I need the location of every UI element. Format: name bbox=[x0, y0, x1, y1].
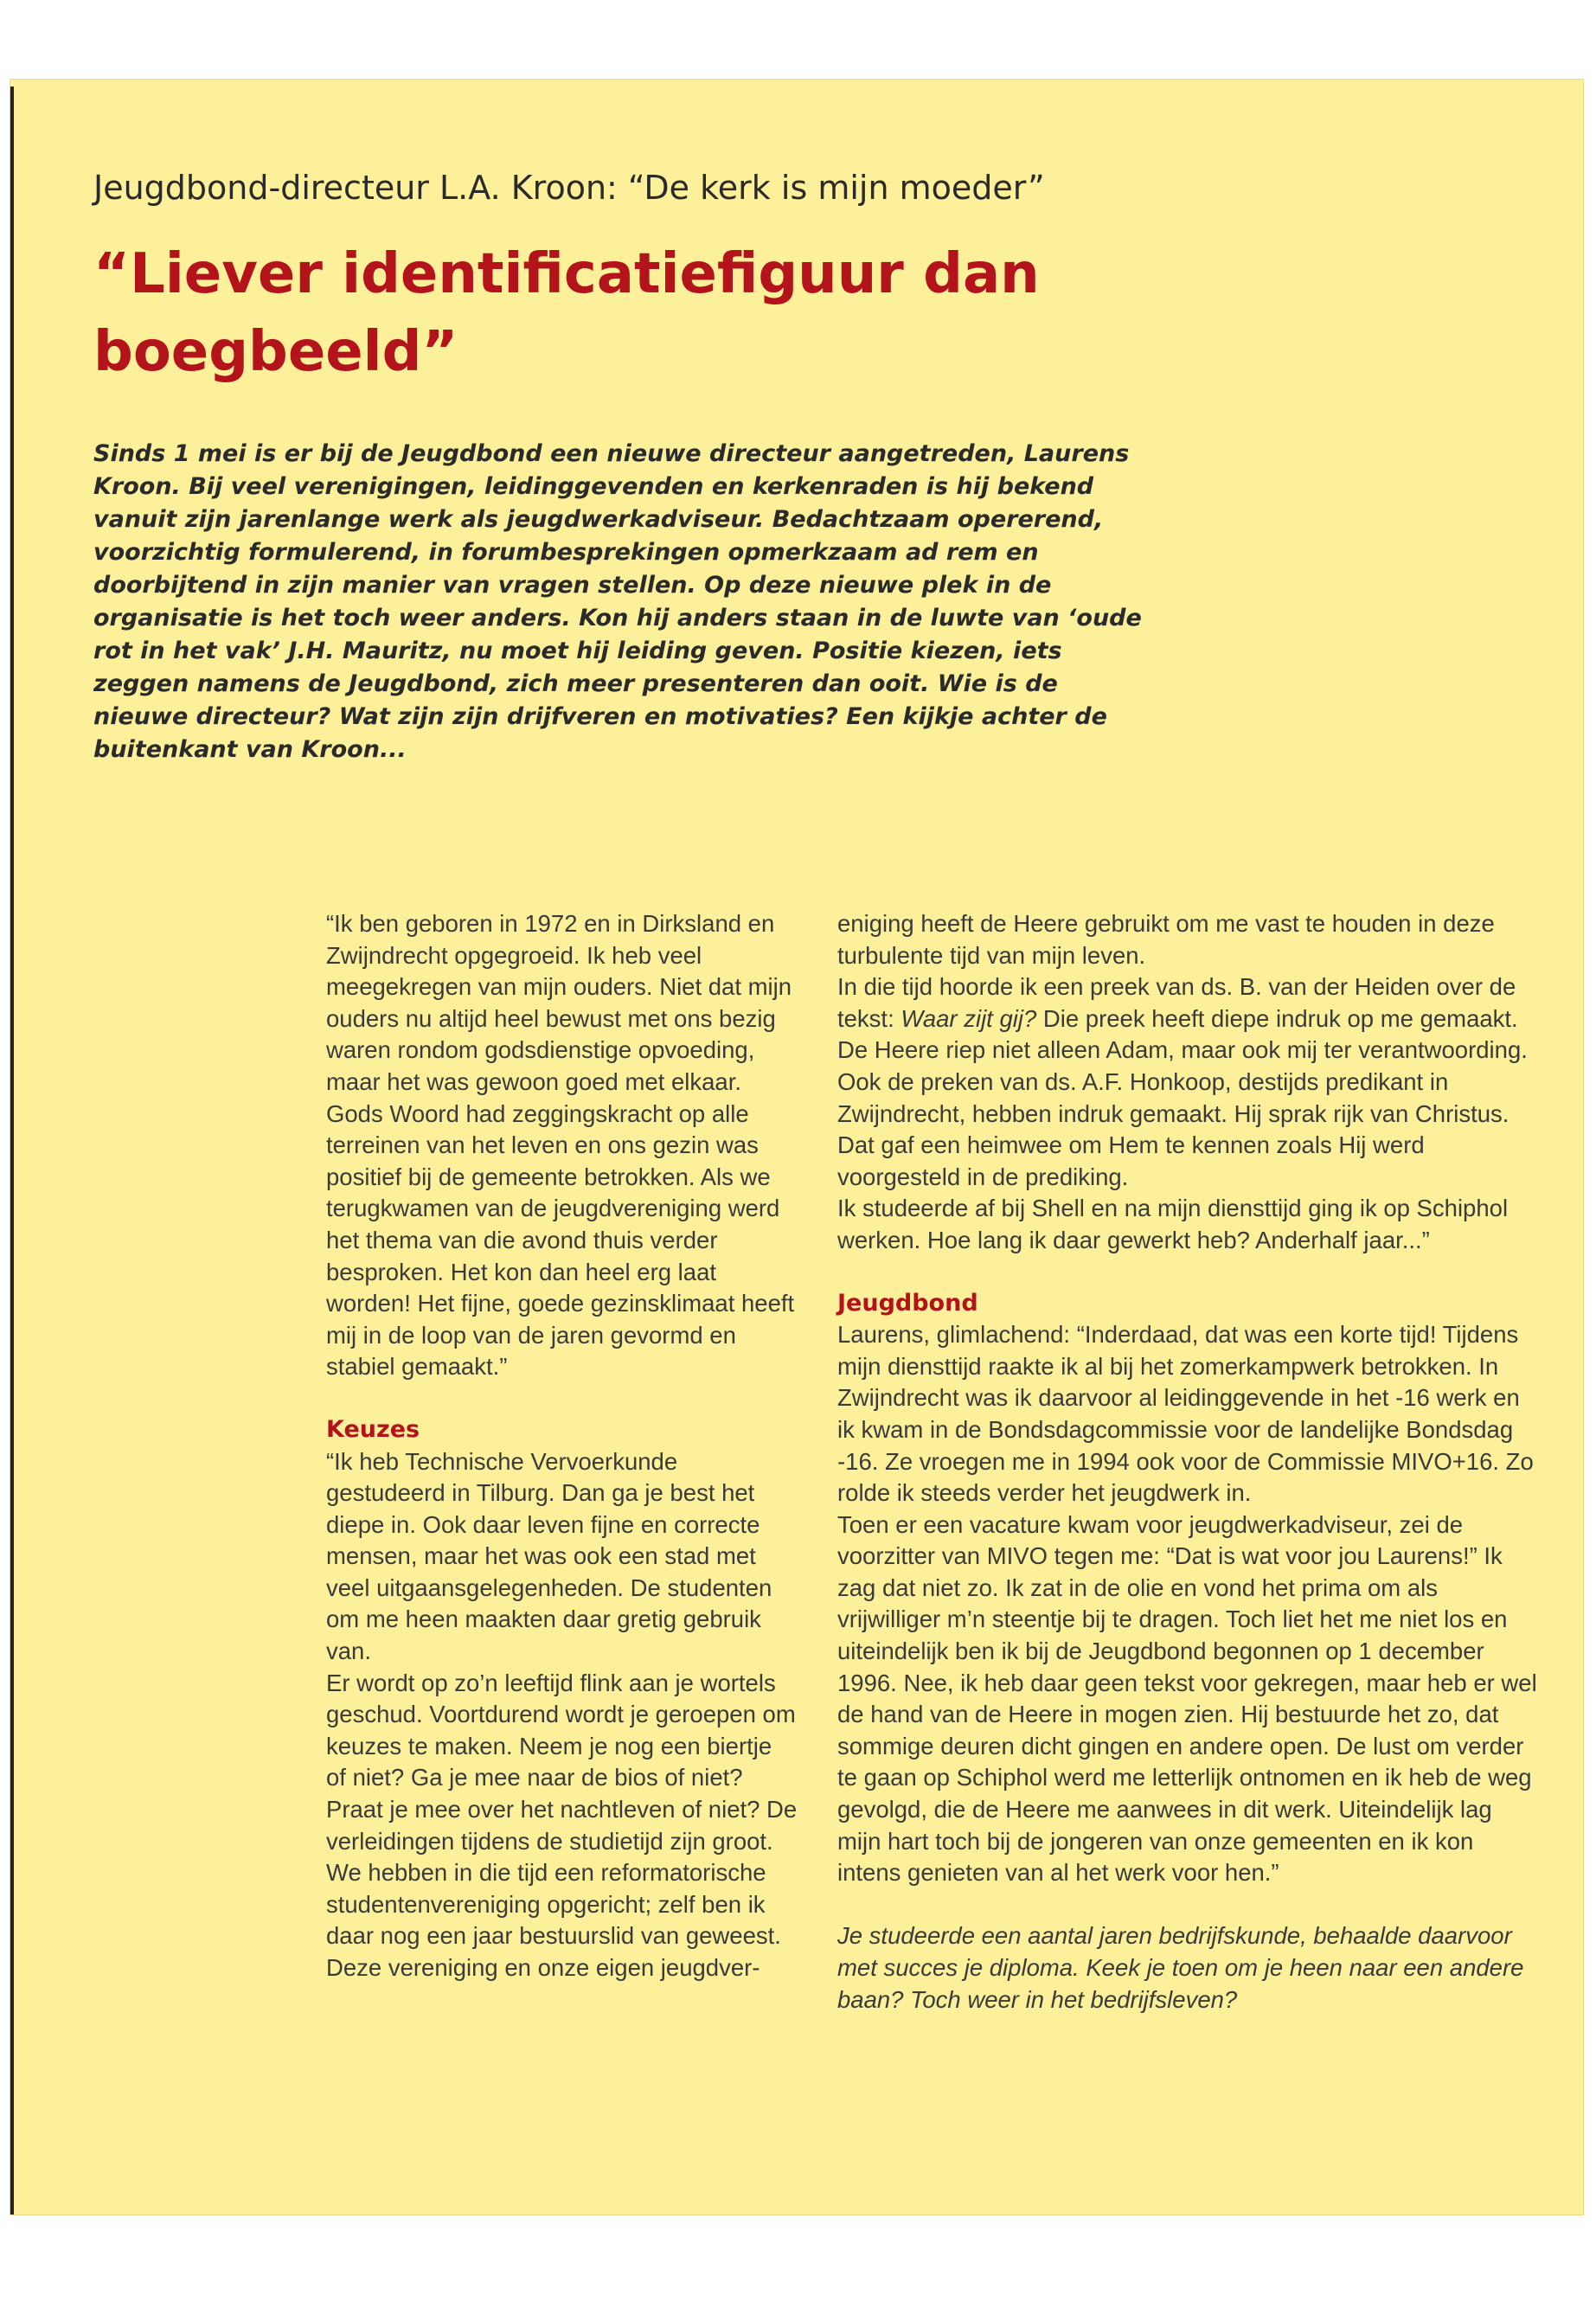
article-subtitle: Jeugdbond-directeur L.A. Kroon: “De kerk is mijn moeder” bbox=[93, 169, 1045, 207]
paragraph: Laurens, glimlachend: “Inderdaad, dat was een korte tijd! Tijdens mijn diensttijd raakte ik al bij het zomerkampwerk betrokken. In Zwijndrecht was ik daarvoor al leidinggevende in het -16 werk en ik kwam in de Bondsdagcommissie voor de landelijke Bondsdag -16. Ze vroegen me in 1994 ook voor de Commissie MIVO+16. Zo rolde ik steeds verder het jeugdwerk in. bbox=[837, 1321, 1534, 1507]
text-column-left bbox=[326, 908, 798, 1984]
interview-question: Je studeerde een aantal jaren bedrijfskunde, behaalde daarvoor met succes je diploma. Keek je toen om je heen naar een andere baan? Toch weer in het bedrijfsleven? bbox=[837, 1922, 1524, 2013]
article-intro: Sinds 1 mei is er bij de Jeugdbond een nieuwe directeur aangetreden, Laurens Kroon. Bij veel verenigingen, leidinggevenden en kerkenraden is hij bekend vanuit zijn jarenlange werk als jeugdwerkadviseur. Bedachtzaam opererend, voorzichtig formulerend, in forumbesprekingen opmerkzaam ad rem en doorbijtend in zijn manier van vragen stellen. Op deze nieuwe plek in de organisatie is het toch weer anders. Kon hij anders staan in de luwte van ‘oude rot in het vak’ J.H. Mauritz, nu moet hij leiding geven. Positie kiezen, iets zeggen namens de Jeugdbond, zich meer presenteren dan ooit. Wie is de nieuwe directeur? Wat zijn zijn drijfveren en motivaties? Een kijkje achter de buitenkant van Kroon... bbox=[93, 440, 1142, 763]
text-column-right bbox=[837, 908, 1540, 2016]
paragraph-text: Die preek heeft diepe indruk op me gemaakt. De Heere riep niet alleen Adam, maar ook mij ter verantwoording. Ook de preken van ds. A.F. Honkoop, destijds predikant in Zwijndrecht, hebben indruk gemaakt. Hij sprak rijk van Christus. Dat gaf een heimwee om Hem te kennen zoals Hij werd voorgesteld in de prediking. bbox=[837, 1004, 1528, 1190]
paragraph-text: In die tijd hoorde ik een preek van ds. B. van der Heiden over de tekst: bbox=[837, 973, 1516, 1032]
paragraph: “Ik ben geboren in 1972 en in Dirksland en Zwijndrecht opgegroeid. Ik heb veel meegekregen van mijn ouders. Niet dat mijn ouders nu altijd heel bewust met ons bezig waren rondom godsdienstige opvoeding, maar het was gewoon goed met elkaar. Gods Woord had zeggingskracht op alle terreinen van het leven en ons gezin was positief bij de gemeente betrokken. Als we terugkwamen van de jeugdvereniging werd het thema van die avond thuis verder besproken. Het kon dan heel erg laat worden! Het fijne, goede gezinsklimaat heeft mij in de loop van de jaren gevormd en stabiel gemaakt.” bbox=[326, 910, 795, 1381]
paragraph: Er wordt op zo’n leeftijd flink aan je wortels geschud. Voortdurend wordt je geroepen om keuzes te maken. Neem je nog een biertje of niet? Ga je mee naar de bios of niet? Praat je mee over het nachtleven of niet? De verleidingen tijdens de studietijd zijn groot. bbox=[326, 1669, 798, 1855]
paragraph: eniging heeft de Heere gebruikt om me vast te houden in deze turbulente tijd van mijn leven. bbox=[837, 910, 1495, 969]
paragraph: Toen er een vacature kwam voor jeugdwerkadviseur, zei de voorzitter van MIVO tegen me: “Dat is wat voor jou Laurens!” Ik zag dat niet zo. Ik zat in de olie en vond het prima om als vrijwilliger m’n steentje bij te dragen. Toch liet het me niet los en uiteindelijk ben ik bij de Jeugdbond begonnen op 1 december 1996. Nee, ik heb daar geen tekst voor gekregen, maar heb er wel de hand van de Heere in mogen zien. Hij bestuurde het zo, dat sommige deuren dicht gingen en andere open. De lust om verder te gaan op Schiphol werd me letterlijk ontnomen en ik heb de weg gevolgd, die de Heere me aanwees in dit werk. Uiteindelijk lag mijn hart toch bij de jongeren van onze gemeenten en ik kon intens genieten van al het werk voor hen.” bbox=[837, 1510, 1537, 1887]
paragraph: Ik studeerde af bij Shell en na mijn diensttijd ging ik op Schiphol werken. Hoe lang ik daar gewerkt heb? Anderhalf jaar...” bbox=[837, 1195, 1509, 1253]
page-binding-edge bbox=[10, 87, 14, 2214]
section-heading-jeugdbond: Jeugdbond bbox=[837, 1289, 978, 1317]
sermon-text-reference: Waar zijt gij? bbox=[901, 1004, 1037, 1032]
paragraph: “Ik heb Technische Vervoerkunde gestudeerd in Tilburg. Dan ga je best het diepe in. Ook daar leven fijne en correcte mensen, maar het was ook een stad met veel uitgaansgelegenheden. De studenten om me heen maakten daar gretig gebruik van. bbox=[326, 1447, 772, 1665]
article-headline: “Liever identificatiefiguur dan boegbeeld” bbox=[93, 242, 1040, 384]
paragraph bbox=[837, 971, 1540, 1193]
paragraph: We hebben in die tijd een reformatorische studentenvereniging opgericht; zelf ben ik daar nog een jaar bestuurslid van geweest. Deze vereniging en onze eigen jeugdver- bbox=[326, 1859, 781, 1981]
section-heading-keuzes: Keuzes bbox=[326, 1415, 420, 1443]
